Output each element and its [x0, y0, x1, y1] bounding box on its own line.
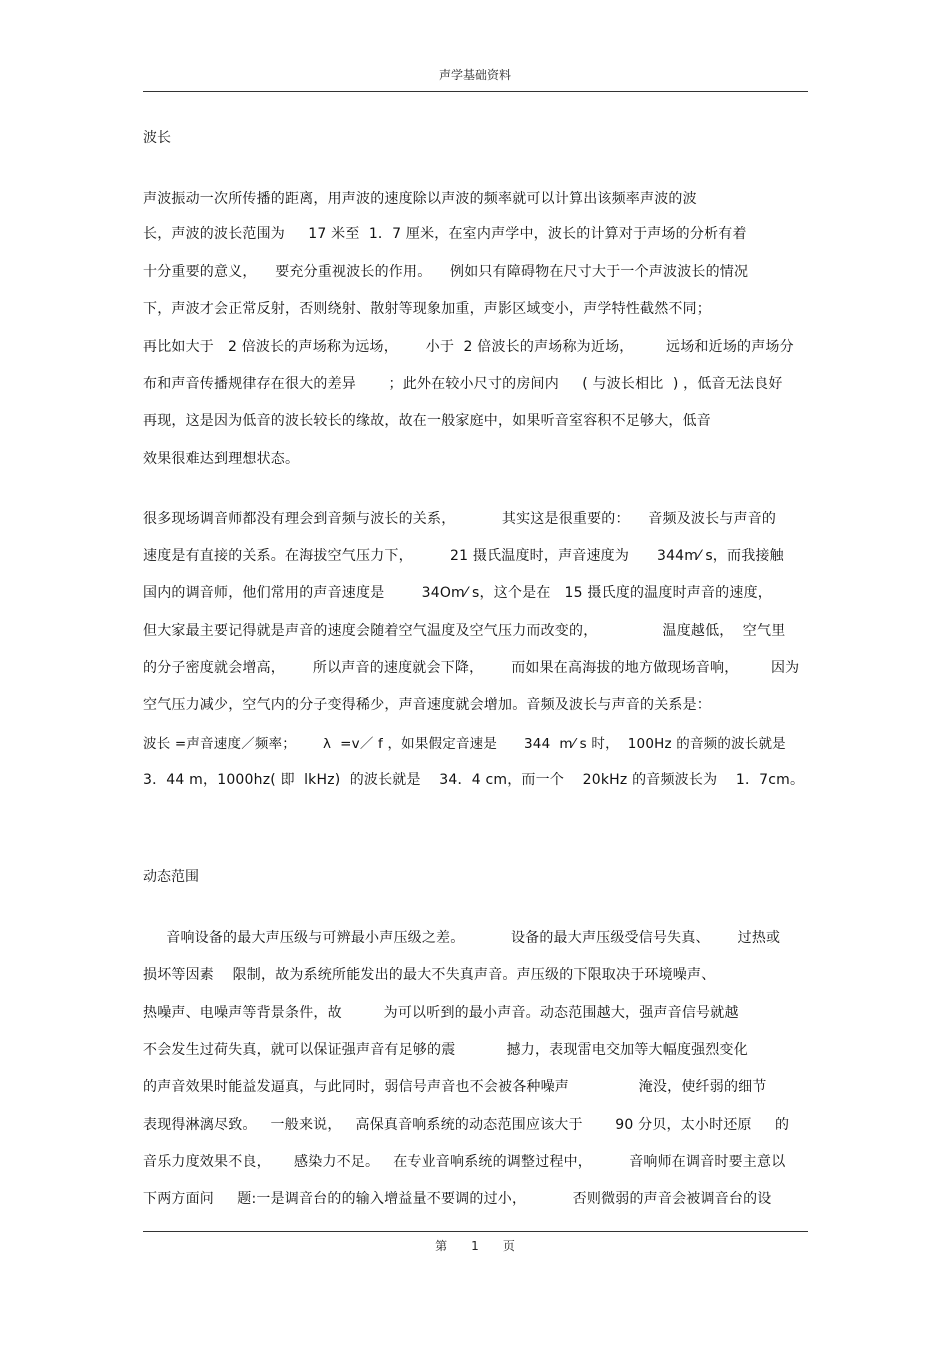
- text-line: 速度是有直接的关系。在海拔空气压力下， 21 摄氏温度时，声音速度为 344m⁄ s，而我接触: [143, 548, 784, 564]
- text-line: 不会发生过荷失真，就可以保证强声音有足够的震 撼力，表现雷电交加等大幅度强烈变化: [143, 1042, 748, 1058]
- section-heading-dynamic-range: 动态范围: [143, 869, 199, 885]
- text-line: 空气压力减少，空气内的分子变得稀少，声音速度就会增加。音频及波长与声音的关系是：: [143, 697, 711, 713]
- text-line: 十分重要的意义， 要充分重视波长的作用。 例如只有障碍物在尺寸大于一个声波波长的情况: [143, 264, 749, 280]
- text-line: 表现得淋漓尽致。 一般来说， 高保真音响系统的动态范围应该大于 90 分贝，太小时还原 的: [143, 1117, 790, 1133]
- text-line: 热噪声、电噪声等背景条件，故 为可以听到的最小声音。动态范围越大，强声音信号就越: [143, 1005, 739, 1021]
- page-number-value: 1: [471, 1239, 479, 1253]
- page-prefix: 第: [435, 1239, 448, 1253]
- text-line: 国内的调音师，他们常用的声音速度是 34Om⁄ s，这个是在 15 摄氏度的温度时声音的速度，: [143, 585, 772, 601]
- text-line: 但大家最主要记得就是声音的速度会随着空气温度及空气压力而改变的， 温度越低， 空气里: [143, 623, 786, 639]
- text-line: 布和声音传播规律存在很大的差异 ；此外在较小尺寸的房间内 ( 与波长相比 ) ，低音无法良好: [143, 376, 783, 392]
- page-number: [0, 1237, 950, 1254]
- text-line: 很多现场调音师都没有理会到音频与波长的关系， 其实这是很重要的： 音频及波长与声音的: [143, 511, 777, 527]
- text-line: 声波振动一次所传播的距离，用声波的速度除以声波的频率就可以计算出该频率声波的波: [143, 191, 697, 207]
- text-line: 的声音效果时能益发逼真，与此同时，弱信号声音也不会被各种噪声 淹没，使纤弱的细节: [143, 1079, 767, 1095]
- text-line: 下，声波才会正常反射，否则绕射、散射等现象加重，声影区域变小，声学特性截然不同；: [143, 301, 711, 317]
- text-line: 效果很难达到理想状态。: [143, 451, 300, 467]
- text-line: 音乐力度效果不良， 感染力不足。 在专业音响系统的调整过程中， 音响师在调音时要主意以: [143, 1154, 786, 1170]
- text-line: 波长 =声音速度／频率； λ =v／ f ，如果假定音速是 344 m⁄ s 时， 100Hz 的音频的波长就是: [143, 736, 786, 752]
- text-line: 长，声波的波长范围为 17 米至 1．7 厘米，在室内声学中，波长的计算对于声场的分析有着: [143, 226, 747, 242]
- text-line: 损坏等因素 限制，故为系统所能发出的最大不失真声音。声压级的下限取决于环境噪声、: [143, 967, 716, 983]
- page-suffix: 页: [502, 1239, 515, 1253]
- header-divider: [143, 91, 808, 92]
- text-line: 再现，这是因为低音的波长较长的缘故，故在一般家庭中，如果听音室容积不足够大，低音: [143, 413, 711, 429]
- page-header-title: 声学基础资料: [438, 68, 511, 82]
- text-line: 再比如大于 2 倍波长的声场称为远场， 小于 2 倍波长的声场称为近场， 远场和近场的声场分: [143, 339, 794, 355]
- text-line: 的分子密度就会增高， 所以声音的速度就会下降， 而如果在高海拔的地方做现场音响， 因为: [143, 660, 800, 676]
- text-line: 3．44 m，1000hz( 即 lkHz) 的波长就是 34．4 cm，而一个 20kHz 的音频波长为 1．7cm。: [143, 772, 805, 788]
- footer-divider: [143, 1231, 808, 1232]
- section-heading-wavelength: 波长: [143, 130, 171, 146]
- text-line: 下两方面问 题:一是调音台的的输入增益量不要调的过小， 否则微弱的声音会被调音台的设: [143, 1191, 772, 1207]
- text-line: 音响设备的最大声压级与可辨最小声压级之差。 设备的最大声压级受信号失真、 过热或: [143, 930, 781, 946]
